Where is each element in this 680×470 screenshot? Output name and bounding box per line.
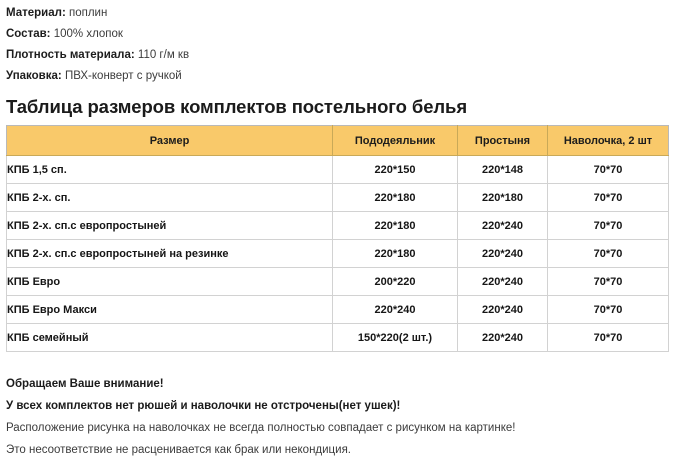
cell-set-name: КПБ семейный [7, 324, 333, 352]
cell-sheet-size: 220*148 [458, 156, 548, 184]
cell-sheet-size: 220*240 [458, 296, 548, 324]
cell-set-name: КПБ Евро Макси [7, 296, 333, 324]
cell-duvet-size: 220*180 [333, 184, 458, 212]
cell-pillow-size: 70*70 [548, 296, 669, 324]
spec-line-composition [6, 24, 680, 45]
cell-pillow-size: 70*70 [548, 324, 669, 352]
cell-pillow-size: 70*70 [548, 184, 669, 212]
cell-set-name: КПБ 2-х. сп.с европростыней [7, 212, 333, 240]
cell-duvet-size: 200*220 [333, 268, 458, 296]
notes-section [6, 373, 680, 461]
cell-set-name: КПБ Евро [7, 268, 333, 296]
cell-sheet-size: 220*240 [458, 268, 548, 296]
cell-duvet-size: 150*220(2 шт.) [333, 324, 458, 352]
cell-duvet-size: 220*180 [333, 240, 458, 268]
table-row [7, 156, 669, 184]
column-header-pillow: Наволочка, 2 шт [548, 126, 669, 156]
cell-sheet-size: 220*240 [458, 240, 548, 268]
table-row [7, 268, 669, 296]
cell-set-name: КПБ 2-х. сп. [7, 184, 333, 212]
spec-line-packaging [6, 66, 680, 87]
spec-label: Упаковка: [6, 70, 62, 82]
spec-value: 100% хлопок [53, 28, 123, 40]
table-body [7, 156, 669, 352]
spec-label: Плотность материала: [6, 49, 135, 61]
column-header-duvet: Пододеяльник [333, 126, 458, 156]
size-table-container [6, 125, 670, 352]
table-row [7, 324, 669, 352]
cell-set-name: КПБ 1,5 сп. [7, 156, 333, 184]
cell-pillow-size: 70*70 [548, 156, 669, 184]
spec-value: ПВХ-конверт с ручкой [64, 70, 182, 82]
cell-sheet-size: 220*240 [458, 212, 548, 240]
spec-value: поплин [68, 7, 108, 19]
table-row [7, 184, 669, 212]
spec-line-density [6, 45, 680, 66]
cell-sheet-size: 220*180 [458, 184, 548, 212]
note-no-ruffles: У всех комплектов нет рюшей и наволочки не отстрочены(нет ушек)! [6, 400, 401, 412]
table-row [7, 212, 669, 240]
spec-label: Состав: [6, 28, 51, 40]
cell-pillow-size: 70*70 [548, 212, 669, 240]
cell-pillow-size: 70*70 [548, 240, 669, 268]
table-header-row [7, 126, 669, 156]
table-header [7, 126, 669, 156]
note-pattern-placement: Расположение рисунка на наволочках не всегда полностью совпадает с рисунком на картинке! [6, 422, 516, 434]
size-table [6, 125, 669, 352]
cell-duvet-size: 220*240 [333, 296, 458, 324]
specs-list [0, 0, 680, 87]
spec-line-material [6, 3, 680, 24]
column-header-sheet: Простыня [458, 126, 548, 156]
table-row [7, 240, 669, 268]
column-header-size: Размер [7, 126, 333, 156]
page-title: Таблица размеров комплектов постельного белья [6, 96, 468, 117]
spec-value: 110 г/м кв [137, 49, 190, 61]
spec-label: Материал: [6, 7, 66, 19]
cell-sheet-size: 220*240 [458, 324, 548, 352]
cell-duvet-size: 220*180 [333, 212, 458, 240]
cell-duvet-size: 220*150 [333, 156, 458, 184]
cell-set-name: КПБ 2-х. сп.с европростыней на резинке [7, 240, 333, 268]
note-attention-heading: Обращаем Ваше внимание! [6, 378, 164, 390]
cell-pillow-size: 70*70 [548, 268, 669, 296]
table-row [7, 296, 669, 324]
note-not-defect: Это несоответствие не расценивается как брак или некондиция. [6, 444, 351, 456]
